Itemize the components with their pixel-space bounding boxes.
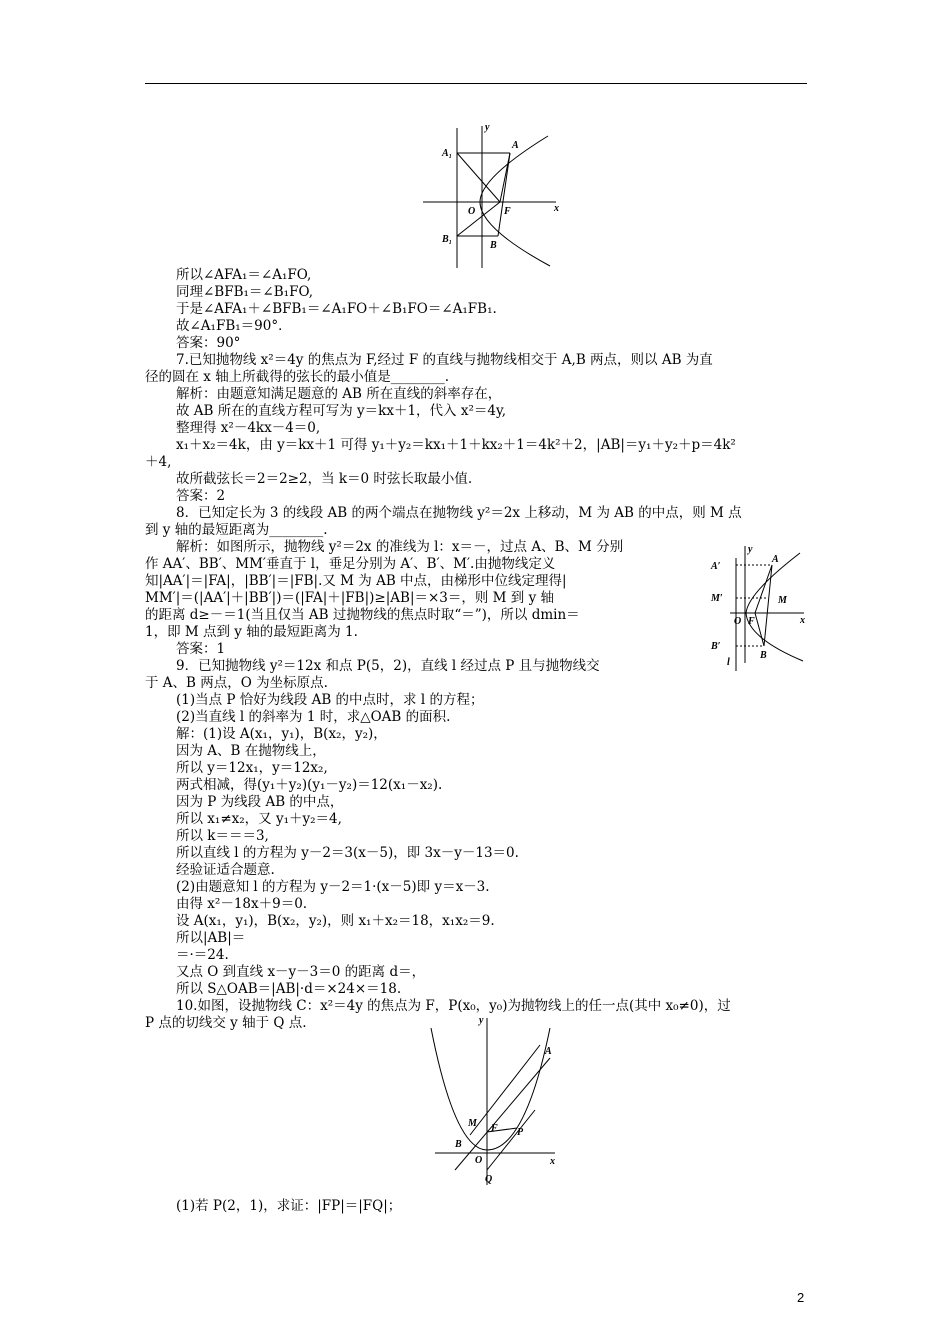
fig2-label-b-prime: B′ (711, 641, 721, 652)
text-line: 所以 x₁≠x₂，又 y₁＋y₂＝4, (176, 811, 342, 827)
text-line: 因为 A、B 在抛物线上， (176, 743, 326, 759)
fig2-label-m: M (778, 595, 787, 606)
fig3-label-p: P (517, 1127, 524, 1138)
text-line: x₁＋x₂＝4k，由 y＝kx＋1 可得 y₁＋y₂＝kx₁＋1＋kx₂＋1＝4k²＋2，|AB|＝y₁＋y₂＋p＝4k² (176, 437, 736, 453)
text-line: 的距离 d≥－＝1(当且仅当 AB 过抛物线的焦点时取“＝”)，所以 dmin＝ (145, 607, 580, 623)
fig2-label-a-prime: A′ (711, 561, 721, 572)
text-line: ＝·＝24. (176, 947, 229, 963)
figure-parabola-3 (425, 1010, 565, 1190)
text-line: 所以∠AFA₁＝∠A₁FO, (176, 267, 312, 283)
text-line: 经验证适合题意. (176, 862, 275, 878)
header-rule (145, 83, 807, 84)
text-line: 同理∠BFB₁＝∠B₁FO, (176, 284, 314, 300)
text-line: 所以 S△OAB＝|AB|·d＝×24×＝18. (176, 981, 402, 997)
text-line: MM′|＝(|AA′|＋|BB′|)＝(|FA|＋|FB|)≥|AB|＝×3＝，则 M 到 y 轴 (145, 590, 555, 606)
text-line: 答案：1 (176, 641, 226, 657)
text-line: 解：(1)设 A(x₁，y₁)，B(x₂，y₂)， (176, 726, 387, 742)
text-line: 整理得 x²－4kx－4＝0, (176, 420, 321, 436)
text-line: (1)当点 P 恰好为线段 AB 的中点时，求 l 的方程； (176, 692, 484, 708)
text-line: 7.已知抛物线 x²＝4y 的焦点为 F,经过 F 的直线与抛物线相交于 A,B 两点，则以 AB 为直 (176, 352, 713, 368)
text-line: (2)当直线 l 的斜率为 1 时，求△OAB 的面积. (176, 709, 451, 725)
fig1-label-f: F (504, 206, 511, 217)
text-line: 故 AB 所在的直线方程可写为 y＝kx＋1，代入 x²＝4y, (176, 403, 507, 419)
text-line: 所以直线 l 的方程为 y－2＝3(x－5)，即 3x－y－13＝0. (176, 845, 519, 861)
text-line: 知|AA′|＝|FA|，|BB′|＝|FB|.又 M 为 AB 中点，由梯形中位线定理得| (145, 573, 567, 589)
figure-parabola-1 (418, 118, 568, 270)
fig2-label-o: O (734, 616, 742, 627)
text-line: 故∠A₁FB₁＝90°． (176, 318, 292, 334)
text-line: 又点 O 到直线 x－y－3＝0 的距离 d＝， (176, 964, 426, 980)
fig3-label-a: A (545, 1046, 552, 1057)
fig1-label-b: B (490, 240, 497, 251)
text-line: (1)若 P(2，1)，求证：|FP|＝|FQ|； (176, 1198, 402, 1214)
text-line: P 点的切线交 y 轴于 Q 点. (145, 1015, 307, 1031)
fig3-label-y: y (479, 1015, 484, 1026)
text-line: 于 A、B 两点，O 为坐标原点. (145, 675, 328, 691)
text-line: 答案：2 (176, 488, 226, 504)
text-line: 1，即 M 点到 y 轴的最短距离为 1. (145, 624, 358, 640)
fig2-label-l: l (727, 657, 730, 668)
text-line: 于是∠AFA₁＋∠BFB₁＝∠A₁FO＋∠B₁FO＝∠A₁FB₁. (176, 301, 497, 317)
fig3-label-x: x (550, 1156, 555, 1167)
text-line: 解析：由题意知满足题意的 AB 所在直线的斜率存在， (176, 386, 502, 402)
text-line: 所以 y＝12x₁，y＝12x₂, (176, 760, 328, 776)
text-line: 因为 P 为线段 AB 的中点， (176, 794, 344, 810)
text-line: 到 y 轴的最短距离为________. (145, 522, 328, 538)
fig1-label-x: x (554, 203, 559, 214)
fig1-label-b1: B₁ (442, 234, 453, 245)
text-line: 由得 x²－18x＋9＝0. (176, 896, 308, 912)
text-line: 两式相减，得(y₁＋y₂)(y₁－y₂)＝12(x₁－x₂). (176, 777, 443, 793)
page-number: 2 (797, 1290, 805, 1305)
text-line: (2)由题意知 l 的方程为 y－2＝1·(x－5)即 y＝x－3. (176, 879, 490, 895)
fig1-label-o: O (468, 206, 476, 217)
fig2-label-x: x (800, 615, 805, 626)
text-line: ＋4, (145, 454, 172, 470)
fig2-label-a: A (772, 554, 779, 565)
fig2-label-m-prime: M′ (711, 593, 723, 604)
text-line: 设 A(x₁，y₁)，B(x₂，y₂)，则 x₁＋x₂＝18，x₁x₂＝9. (176, 913, 495, 929)
fig3-label-b: B (455, 1139, 462, 1150)
figure-parabola-2 (708, 543, 808, 673)
text-line: 答案：90° (176, 335, 241, 351)
text-line: 解析：如图所示，抛物线 y²＝2x 的准线为 l：x＝－，过点 A、B、M 分别 (176, 539, 624, 555)
text-line: 作 AA′、BB′、MM′垂直于 l，垂足分别为 A′、B′、M′.由抛物线定义 (145, 556, 556, 572)
fig3-label-m: M (468, 1118, 477, 1129)
fig1-label-a1: A₁ (442, 148, 453, 159)
text-line: 所以|AB|＝ (176, 930, 246, 946)
fig2-label-f: F (748, 616, 755, 627)
fig3-label-q: Q (485, 1174, 493, 1185)
text-line: 8．已知定长为 3 的线段 AB 的两个端点在抛物线 y²＝2x 上移动，M 为 AB 的中点，则 M 点 (176, 505, 742, 521)
fig2-label-b: B (760, 650, 767, 661)
text-line: 10.如图，设抛物线 C：x²＝4y 的焦点为 F，P(x₀，y₀)为抛物线上的任一点(其中 x₀≠0)，过 (176, 998, 731, 1014)
text-line: 径的圆在 x 轴上所截得的弦长的最小值是________. (145, 369, 449, 385)
fig1-label-a: A (512, 140, 519, 151)
text-line: 故所截弦长＝2＝2≥2，当 k＝0 时弦长取最小值. (176, 471, 473, 487)
fig1-label-y: y (485, 122, 490, 133)
text-line: 所以 k＝＝＝3, (176, 828, 269, 844)
fig2-label-y: y (748, 544, 753, 555)
fig3-label-f: F (491, 1123, 498, 1134)
fig3-label-o: O (475, 1155, 483, 1166)
text-line: 9．已知抛物线 y²＝12x 和点 P(5，2)，直线 l 经过点 P 且与抛物线交 (176, 658, 600, 674)
